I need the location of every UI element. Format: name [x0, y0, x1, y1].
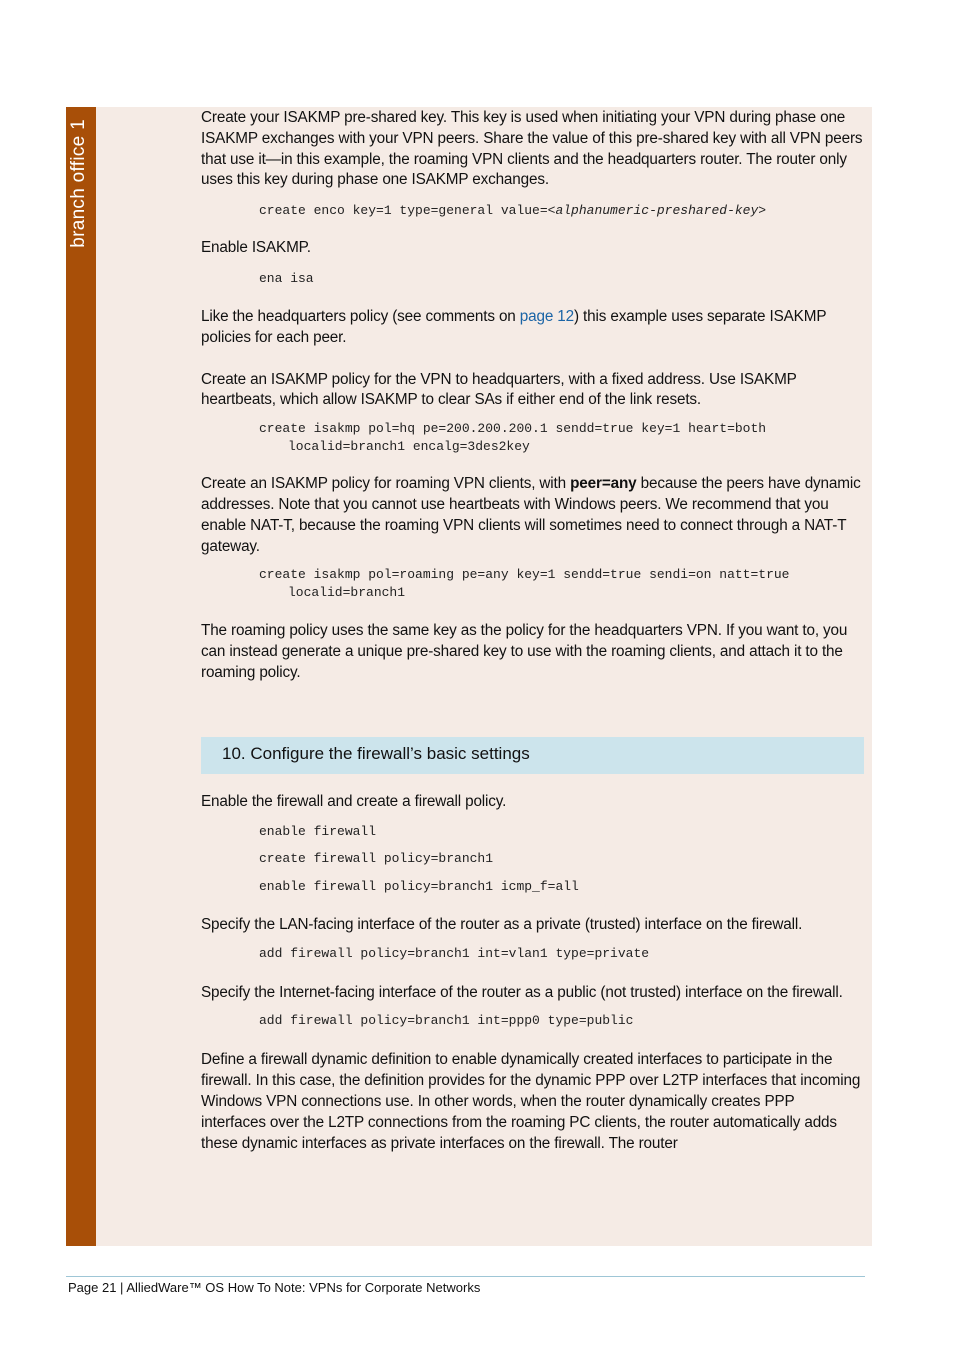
paragraph-text: ) this example uses separate ISAKMP policies for each peer. — [201, 307, 827, 346]
firewall-content — [201, 792, 863, 1154]
paragraph-internet-interface: Specify the Internet-facing interface of the router as a public (not trusted) interface on the firewall. — [201, 983, 843, 1001]
paragraph-roaming-key: The roaming policy uses the same key as the policy for the headquarters VPN. If you want to, you can instead generate a unique pre-shared key to use with the roaming clients, and attach it to the roaming policy. — [201, 622, 848, 681]
code-isakmp-roaming — [259, 566, 863, 602]
code-create-enco — [259, 202, 863, 220]
sidebar-label: branch office 1 — [68, 119, 89, 248]
code-line: create isakmp pol=hq pe=200.200.200.1 sendd=true key=1 heart=both — [259, 421, 767, 437]
code-create-firewall-policy: create firewall policy=branch1 — [259, 850, 494, 866]
paragraph-preshared-key: Create your ISAKMP pre-shared key. This key is used when initiating your VPN during phase one ISAKMP exchanges with your VPN peers. Share the value of this pre-shared key with all VPN peers that use it—in this example, the roaming VPN clients and the headquarters router. The router only uses this key during phase one ISAKMP exchanges. — [201, 109, 863, 189]
code-line: create isakmp pol=roaming pe=any key=1 sendd=true sendi=on natt=true — [259, 567, 790, 583]
code-text: create enco key=1 type=general value=< — [259, 203, 556, 219]
paragraph-roaming-policy — [201, 474, 863, 557]
paragraph-hq-policy — [201, 307, 863, 349]
page-link[interactable]: page 12 — [519, 307, 575, 325]
code-line: localid=branch1 encalg=3des2key — [288, 439, 530, 455]
paragraph-text: because the peers have dynamic addresses. Note that you cannot use heartbeats with Windows peers. We recommend that you enable NAT-T, because the roaming VPN clients will sometimes need to connect through a NAT-T gateway. — [201, 475, 861, 555]
paragraph-enable-firewall: Enable the firewall and create a firewall policy. — [201, 793, 507, 810]
paragraph-text: Create an ISAKMP policy for roaming VPN clients, with — [201, 475, 571, 493]
section-sidebar — [66, 107, 96, 1246]
paragraph-lan-interface: Specify the LAN-facing interface of the router as a private (trusted) interface on the firewall. — [201, 915, 803, 933]
paragraph-dynamic-definition: Define a firewall dynamic definition to enable dynamically created interfaces to participate in the firewall. In this case, the definition provides for the dynamic PPP over L2TP interfaces that incoming Windows VPN connections use. In other words, when the router dynamically creates PPP interfaces over the L2TP connections from the roaming PC clients, the router automatically adds these dynamic interfaces as private interfaces on the firewall. The router — [201, 1051, 861, 1152]
section-heading: 10. Configure the firewall’s basic settings — [222, 744, 530, 763]
paragraph-text: Like the headquarters policy (see comments on — [201, 307, 520, 325]
code-placeholder: alphanumeric-preshared-key — [555, 203, 759, 219]
code-line: localid=branch1 — [288, 585, 406, 601]
code-text: > — [758, 203, 767, 219]
paragraph-hq-isakmp: Create an ISAKMP policy for the VPN to headquarters, with a fixed address. Use ISAKMP heartbeats, which allow ISAKMP to clear SAs if either end of the link resets. — [201, 370, 797, 409]
code-enable-firewall-policy: enable firewall policy=branch1 icmp_f=all — [259, 878, 579, 894]
paragraph-enable-isakmp: Enable ISAKMP. — [201, 239, 311, 257]
code-add-private: add firewall policy=branch1 int=vlan1 type=private — [259, 945, 650, 961]
code-isakmp-hq — [259, 420, 863, 456]
code-ena-isa: ena isa — [259, 270, 314, 286]
code-add-public: add firewall policy=branch1 int=ppp0 type=public — [259, 1013, 634, 1029]
footer-divider — [66, 1276, 865, 1277]
main-content — [201, 108, 863, 684]
code-enable-firewall: enable firewall — [259, 823, 377, 839]
page-footer: Page 21 | AlliedWare™ OS How To Note: VPNs for Corporate Networks — [68, 1280, 481, 1295]
bold-term: peer=any — [570, 475, 637, 493]
